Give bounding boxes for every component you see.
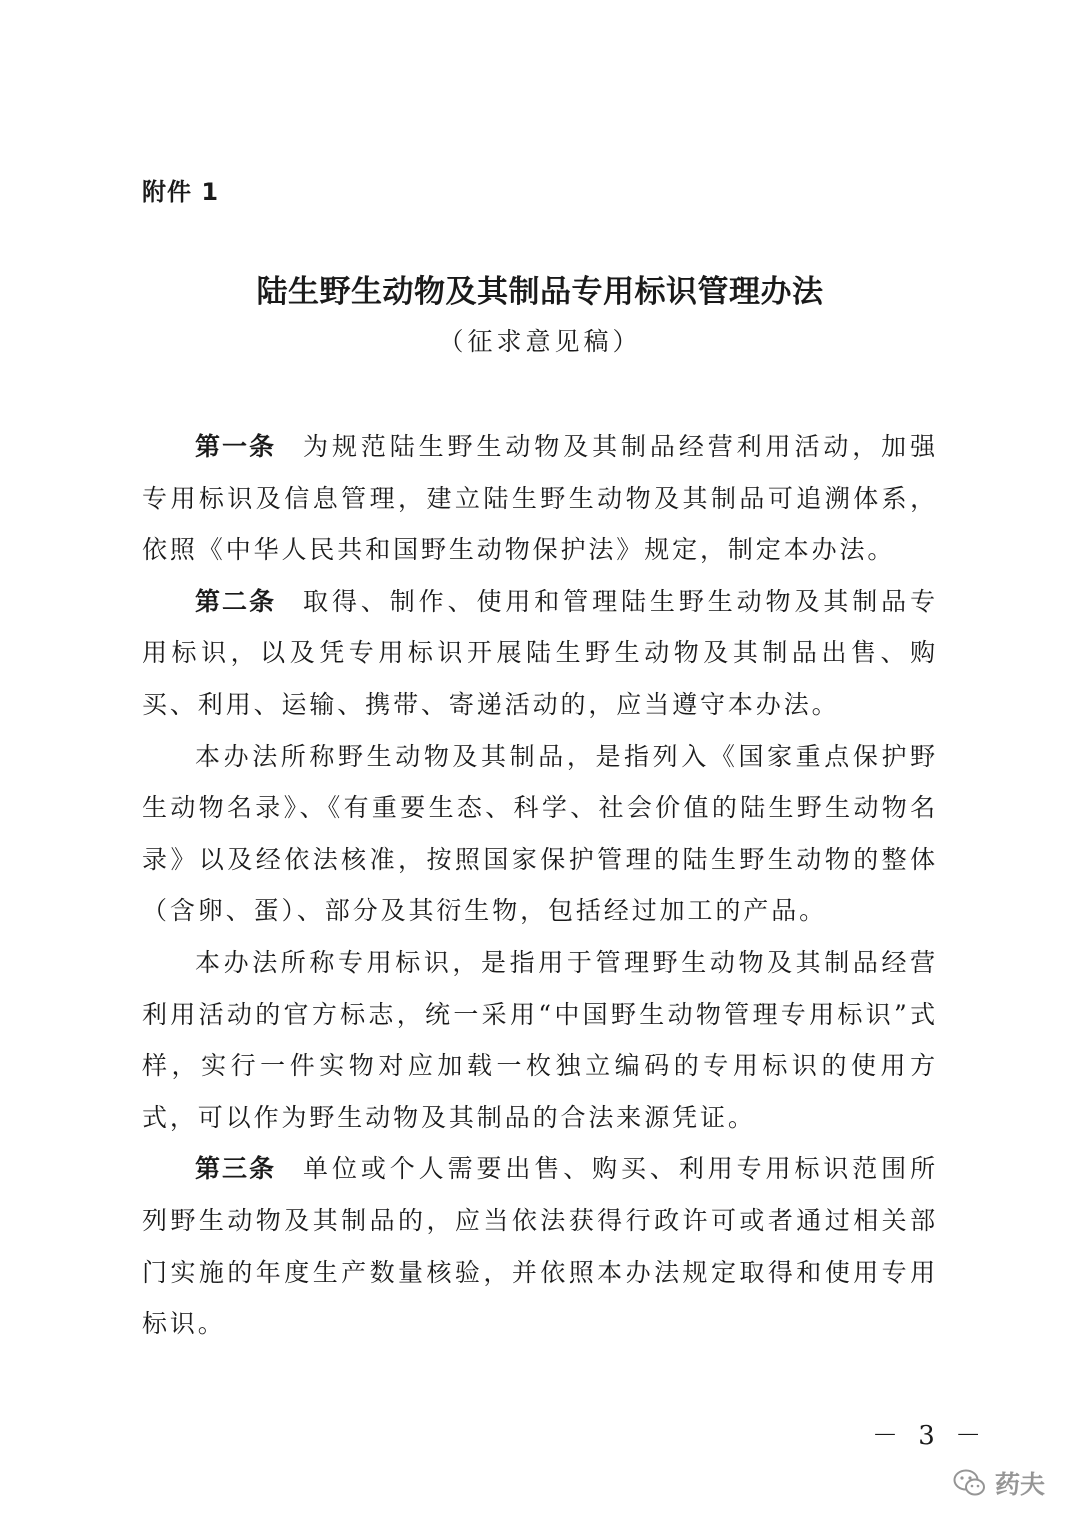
paragraph-article-2: [142, 576, 938, 731]
page-number: － 3 －: [872, 1421, 988, 1451]
document-title: 陆生野生动物及其制品专用标识管理办法: [256, 274, 824, 310]
paragraph-text: 取得、制作、使用和管理陆生野生动物及其制品专用标识，以及凭专用标识开展陆生野生动物及其制品出售、购买、利用、运输、携带、寄递活动的，应当遵守本办法。: [142, 586, 938, 719]
article-heading: 第三条: [195, 1154, 277, 1184]
document-subtitle: （征求意见稿）: [438, 327, 642, 356]
paragraph-article-1: [142, 421, 938, 576]
watermark: [953, 1463, 1045, 1503]
paragraph-definition-animals: [142, 731, 938, 937]
article-heading: 第二条: [195, 586, 277, 616]
wechat-icon: [953, 1468, 987, 1498]
attachment-label: 附件 1: [142, 178, 220, 206]
paragraph-text: 为规范陆生野生动物及其制品经营利用活动，加强专用标识及信息管理，建立陆生野生动物及其制品可追溯体系，依照《中华人民共和国野生动物保护法》规定，制定本办法。: [142, 432, 938, 565]
paragraph-text: 本办法所称专用标识，是指用于管理野生动物及其制品经营利用活动的官方标志，统一采用“中国野生动物管理专用标识”式样，实行一件实物对应加载一枚独立编码的专用标识的使用方式，可以作为野生动物及其制品的合法来源凭证。: [142, 947, 938, 1132]
article-heading: 第一条: [195, 432, 277, 461]
paragraph-text: 单位或个人需要出售、购买、利用专用标识范围所列野生动物及其制品的，应当依法获得行政许可或者通过相关部门实施的年度生产数量核验，并依照本办法规定取得和使用专用标识。: [142, 1154, 938, 1339]
document-body: [142, 421, 938, 1350]
paragraph-text: 本办法所称野生动物及其制品，是指列入《国家重点保护野生动物名录》、《有重要生态、科学、社会价值的陆生野生动物名录》以及经依法核准，按照国家保护管理的陆生野生动物的整体（含卵、蛋）、部分及其衍生物，包括经过加工的产品。: [142, 741, 938, 926]
paragraph-definition-marking: [142, 937, 938, 1143]
watermark-text: 药夫: [995, 1470, 1046, 1499]
paragraph-article-3: [142, 1143, 938, 1349]
